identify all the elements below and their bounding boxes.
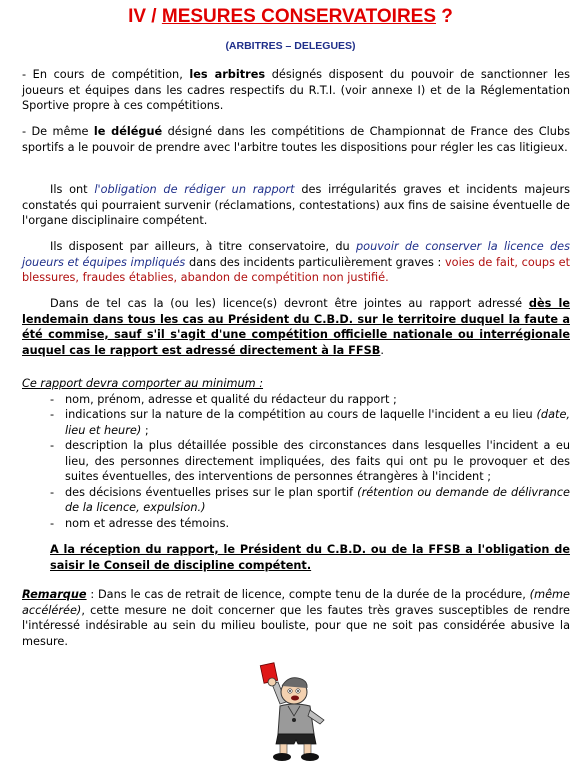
list-item: - des décisions éventuelles prises sur le plan sportif (rétention ou demande de délivrance de la licence, expulsion.) <box>50 485 570 514</box>
p2-text-c: désigné dans les compétitions de Championnat de France des Clubs sportifs a le pouvoir de prendre avec l'arbitre toutes les dispositions pour régler les cas litigieux. <box>22 125 570 154</box>
page-title <box>0 6 581 28</box>
list-item: - nom, prénom, adresse et qualité du rédacteur du rapport ; <box>50 392 397 406</box>
p5-text-c: . <box>380 343 384 357</box>
paragraph-licences-jointes <box>22 296 570 358</box>
p4-text-a: Ils disposent par ailleurs, à titre conservatoire, du <box>50 240 356 253</box>
item-text: description la plus détaillée possible des circonstances dans lesquelles l'incident a eu lieu, des personnes directement impliquées, des faits qui ont pu le provoquer et des suites éventuelles, des interventions de personnes étrangères à l'incident ; <box>65 439 570 483</box>
p7-text-d: , cette mesure ne doit concerner que les fautes très graves susceptibles de rendre l'intéressé indésirable au sein du milieu bouliste, pour que ne soit pas considérée abusive la mesure. <box>22 603 570 648</box>
list-item: - nom et adresse des témoins. <box>50 516 230 530</box>
p7-text-b: : Dans le cas de retrait de licence, compte tenu de la durée de la procédure, <box>86 588 530 601</box>
p1-text-a: - En cours de compétition, <box>22 68 190 81</box>
p2-text-a: - De même <box>22 125 94 138</box>
paragraph-arbitres <box>22 67 570 114</box>
list-item: - indications sur la nature de la compétition au cours de laquelle l'incident a eu lieu (date, lieu et heure) ; <box>50 408 570 437</box>
item-text: nom, prénom, adresse et qualité du rédacteur du rapport ; <box>65 392 397 406</box>
item-text: des décisions éventuelles prises sur le plan sportif <box>65 485 358 499</box>
paragraph-conserver-licence <box>22 239 570 286</box>
p3-text-c: des irrégularités graves et incidents majeurs constatés qui pourraient survenir (réclamations, contestations) aux fins de saisine éventuelle de l'organe disciplinaire compétent. <box>22 183 570 227</box>
p1-bold: les arbitres <box>189 68 266 81</box>
p5-bold-underline: dès le lendemain dans tous les cas au Président du C.B.D. sur le territoire duquel la faute a été commise, sauf s'il s'agit d'une compétition officielle nationale ou interrégionale auquel cas le rapport est adressé directement à la FFSB <box>22 297 570 357</box>
list-item: - description la plus détaillée possible des circonstances dans lesquelles l'incident a eu lieu, des personnes directement impliquées, des faits qui ont pu le provoquer et des suites éventuelles, des interventions de personnes étrangères à l'incident ; <box>50 439 570 483</box>
title-main: MESURES CONSERVATOIRES <box>161 6 437 27</box>
paragraph-obligation-rapport <box>22 182 570 229</box>
title-prefix: IV / <box>128 6 162 27</box>
remark-label: Remarque <box>22 588 87 601</box>
p4-red-list: voies de fait, coups et blessures, fraudes établies, abandon de compétition non justifié. <box>22 255 570 284</box>
item-italic: (rétention ou demande de délivrance de la licence, expulsion.) <box>65 485 570 514</box>
referee-cartoon-icon <box>232 662 352 762</box>
paragraph-remarque <box>22 587 570 649</box>
report-requirements <box>22 376 570 531</box>
report-heading: Ce rapport devra comporter au minimum : <box>22 377 264 390</box>
title-suffix: ? <box>436 6 453 27</box>
p3-emphasis: l'obligation de rédiger un rapport <box>94 183 295 196</box>
p1-text-c: désignés disposent du pouvoir de sanctionner les joueurs et équipes dans les cadres respectifs du R.T.I. (voir annexe I) et de la Réglementation Sportive propre à ces compétitions. <box>22 68 570 112</box>
paragraph-delegue <box>22 124 570 155</box>
item-text: nom et adresse des témoins. <box>65 516 230 530</box>
p3-text-a: Ils ont <box>50 183 95 196</box>
item-italic: (date, lieu et heure) <box>65 408 570 437</box>
p4-text-c: dans des incidents particulièrement graves : <box>185 255 445 269</box>
page-subtitle: (ARBITRES – DELEGUES) <box>225 40 356 52</box>
item-end: ; <box>141 423 149 437</box>
item-text: indications sur la nature de la compétition au cours de laquelle l'incident a eu lieu <box>65 408 537 421</box>
paragraph-conseil-discipline <box>50 542 570 573</box>
p5-text-a: Dans de tel cas la (ou les) licence(s) devront être jointes au rapport adressé <box>50 297 529 310</box>
p2-bold: le délégué <box>93 125 163 138</box>
p7-italic: (même accélérée) <box>22 588 570 617</box>
p6-bold-underline: A la réception du rapport, le Président du C.B.D. ou de la FFSB a l'obligation de saisir le Conseil de discipline compétent. <box>50 543 570 572</box>
p4-emphasis: pouvoir de conserver la licence des joueurs et équipes impliqués <box>22 240 570 269</box>
